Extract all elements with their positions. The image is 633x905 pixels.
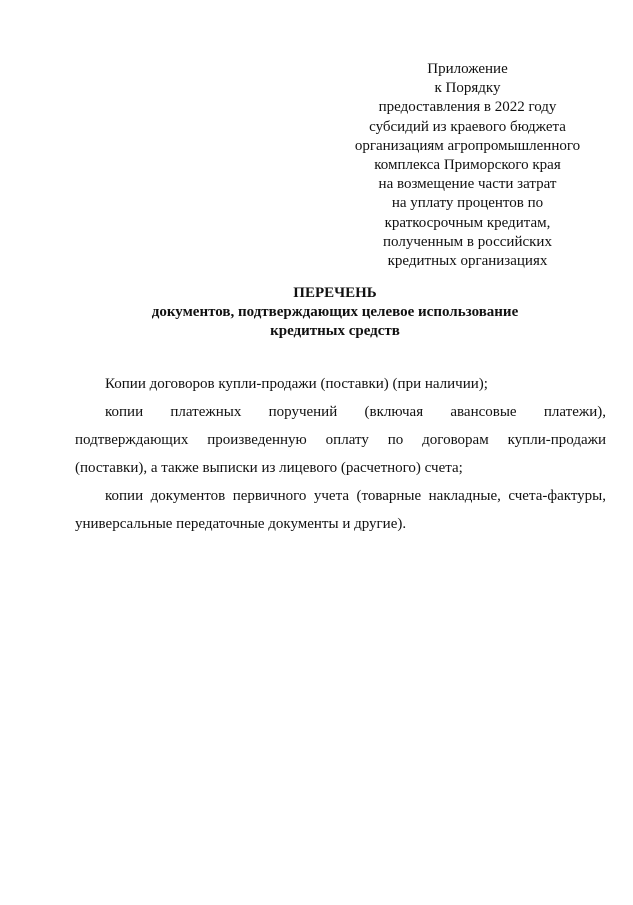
appendix-line: к Порядку — [434, 80, 501, 97]
appendix-line: предоставления в 2022 году — [378, 99, 557, 116]
item-line: копии документов первичного учета (товарные накладные, счета-фактуры, — [105, 488, 606, 504]
list-item — [75, 482, 606, 538]
appendix-line: полученным в российских — [383, 233, 552, 250]
appendix-line: кредитных организациях — [387, 253, 548, 270]
item-line: универсальные передаточные документы и другие). — [75, 516, 407, 532]
appendix-line: Приложение — [427, 61, 508, 77]
item-line: копии платежных поручений (включая авансовые платежи), — [105, 404, 606, 420]
appendix-header — [350, 60, 585, 271]
appendix-line: на уплату процентов по — [391, 195, 544, 212]
list-item — [75, 370, 606, 398]
title-heading: ПЕРЕЧЕНЬ — [293, 285, 377, 301]
item-text: Копии договоров купли-продажи (поставки) (при наличии); — [105, 376, 488, 392]
appendix-line: организациям агропромышленного — [354, 137, 581, 154]
title-subtitle-line: документов, подтверждающих целевое использование — [151, 304, 519, 320]
title-subtitle-line: кредитных средств — [270, 323, 400, 339]
appendix-line: комплекса Приморского края — [374, 157, 561, 174]
list-item — [75, 398, 606, 482]
document-title — [60, 284, 610, 341]
appendix-line: на возмещение части затрат — [378, 176, 557, 193]
item-line: подтверждающих произведенную оплату по договорам купли-продажи — [75, 432, 606, 448]
appendix-line: субсидий из краевого бюджета — [369, 118, 566, 135]
document-body — [75, 370, 606, 538]
appendix-line: краткосрочным кредитам, — [384, 214, 551, 231]
item-line: (поставки), а также выписки из лицевого (расчетного) счета; — [75, 460, 463, 476]
